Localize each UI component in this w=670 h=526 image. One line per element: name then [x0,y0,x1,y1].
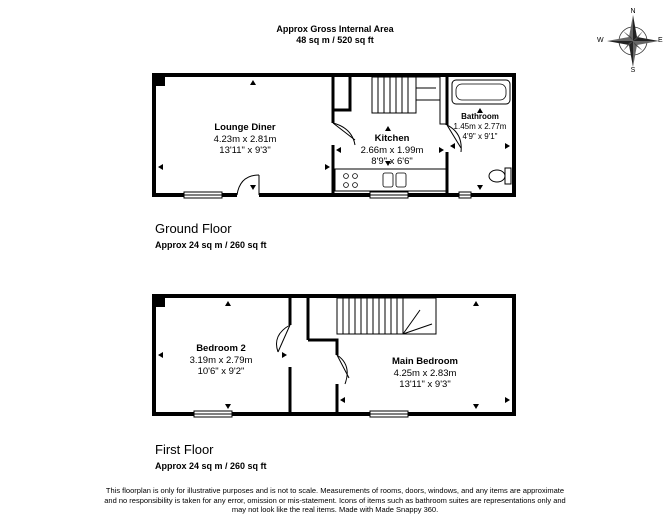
room-imperial: 10'6" x 9'2" [197,366,245,377]
room-metric: 4.23m x 2.81m [213,133,277,145]
first-floor-area: Approx 24 sq m / 260 sq ft [155,461,267,471]
room-main-bedroom [392,356,458,391]
disclaimer-line: and no responsibility is taken for any error, omission or mis-statement. Icons of items such as bathroom suites are representations only and [104,495,566,505]
compass-w: W [597,37,604,44]
room-bedroom-2 [190,343,253,378]
room-metric: 2.66m x 1.99m [360,144,424,156]
room-name: Kitchen [374,133,410,144]
room-name: Bedroom 2 [196,343,246,354]
room-name: Main Bedroom [392,356,458,367]
room-imperial: 4'9" x 9'1" [462,132,498,141]
room-imperial: 13'11" x 9'3" [219,145,271,156]
ground-floor-title: Ground Floor [155,221,232,236]
gross-area-value: 48 sq m / 520 sq ft [296,35,374,45]
room-name: Lounge Diner [214,122,276,133]
room-imperial: 13'11" x 9'3" [399,379,451,390]
room-kitchen [361,133,424,168]
compass-n: N [630,8,636,15]
disclaimer-line: may not look like the real items. Made with Made Snappy 360. [231,505,439,514]
disclaimer [104,486,565,515]
compass-e: E [658,37,663,44]
room-metric: 3.19m x 2.79m [189,354,253,366]
room-imperial: 8'9" x 6'6" [371,156,413,167]
room-metric: 1.45m x 2.77m [453,122,507,131]
room-name: Bathroom [461,112,499,121]
disclaimer-line: This floorplan is only for illustrative purposes and is not to scale. Measurements of rooms, doors, windows, and any items are approximate [105,486,565,495]
room-bathroom [454,112,507,142]
ground-floor-area: Approx 24 sq m / 260 sq ft [155,240,267,250]
gross-area-title: Approx Gross Internal Area [276,24,394,34]
first-floor-title: First Floor [155,442,214,457]
room-metric: 4.25m x 2.83m [393,367,457,379]
compass-s: S [630,67,636,74]
room-lounge-diner [214,122,277,157]
